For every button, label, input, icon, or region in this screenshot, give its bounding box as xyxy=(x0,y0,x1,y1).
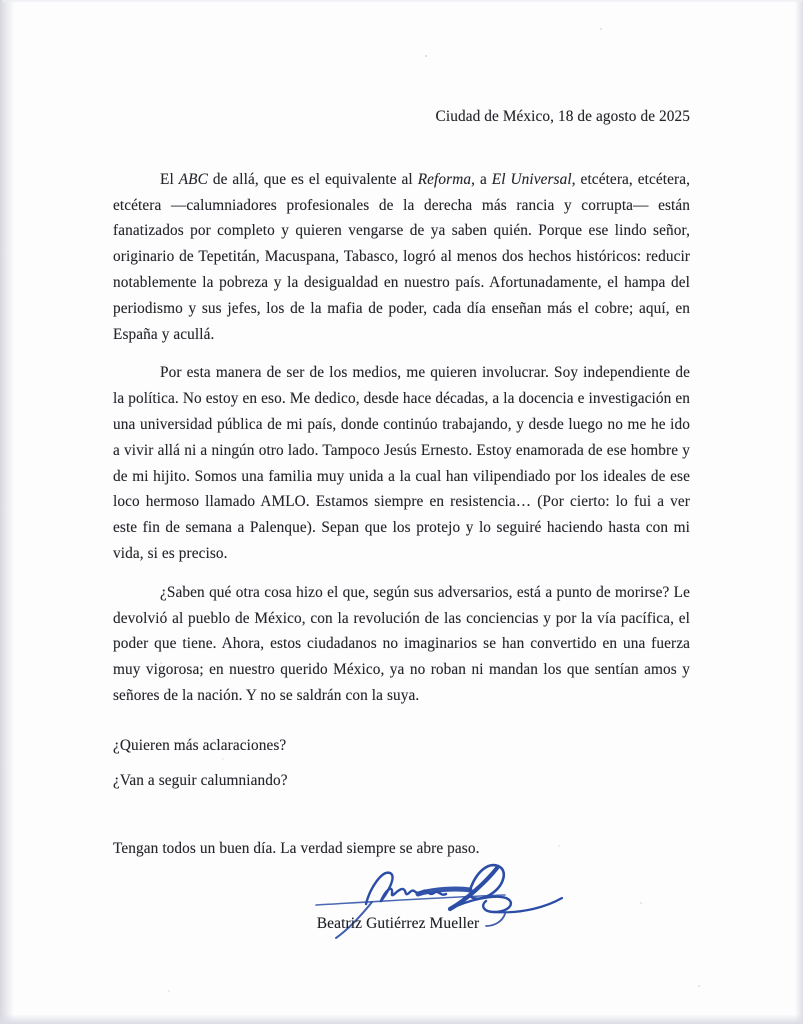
dateline: Ciudad de México, 18 de agosto de 2025 xyxy=(435,108,690,125)
paragraph-independence: Por esta manera de ser de los medios, me quieren involucrar. Soy independiente de la política. No estoy en eso. Me dedico, desde hace décadas, a la docencia e investigación en una universidad pública de mi país, donde continúo trabajando, y desde luego no me he ido a vivir allá ni a ningún otro lado. Tampoco Jesús Ernesto. Estoy enamorada de ese hombre y de mi hijito. Somos una familia muy unida a la cual han vilipendiado por los ideales de ese loco hermoso llamado AMLO. Estamos siempre en resistencia… (Por cierto: lo fui a ver este fin de semana a Palenque). Sepan que los protejo y lo seguiré haciendo hasta con mi vida, si es preciso. xyxy=(113,364,690,562)
scan-noise-specks xyxy=(0,0,2,2)
paragraph-intro: El ABC de allá, que es el equivalente al Reforma, a El Universal, etcétera, etcétera, etcétera —calumniadores profesionales de la derecha más rancia y corrupta— están fanatizados por completo y quieren vengarse de ya saben quién. Porque ese lindo señor, originario de Tepetitán, Macuspana, Tabasco, logró al menos dos hechos históricos: reducir notablemente la pobreza y la desigualdad en nuestro país. Afortunadamente, el hampa del periodismo y sus jefes, los de la mafia de poder, cada día enseñan más el cobre; aquí, en España y acullá. xyxy=(113,170,691,343)
page-edge-bottom xyxy=(0,1014,803,1024)
letter-body xyxy=(113,104,690,935)
page-edge-top xyxy=(0,0,803,3)
question-aclaraciones: ¿Quieren más aclaraciones? xyxy=(113,736,287,754)
question-calumniando: ¿Van a seguir calumniando? xyxy=(113,771,288,789)
paragraph-pueblo: ¿Saben qué otra cosa hizo el que, según sus adversarios, está a punto de morirse? Le devolvió al pueblo de México, con la revolución de las conciencias y por la vía pacífica, el poder que tiene. Ahora, estos ciudadanos no imaginarios se han convertido en una fuerza muy vigorosa; en nuestro querido México, ya no roban ni mandan los que sentían amos y señores de la nación. Y no se saldrán con la suya. xyxy=(113,583,690,704)
closing-line: Tengan todos un buen día. La verdad siempre se abre paso. xyxy=(113,840,480,858)
page-edge-left xyxy=(0,0,14,1024)
page-edge-right xyxy=(795,0,803,1024)
signatory-name: Beatriz Gutiérrez Mueller xyxy=(316,915,480,933)
